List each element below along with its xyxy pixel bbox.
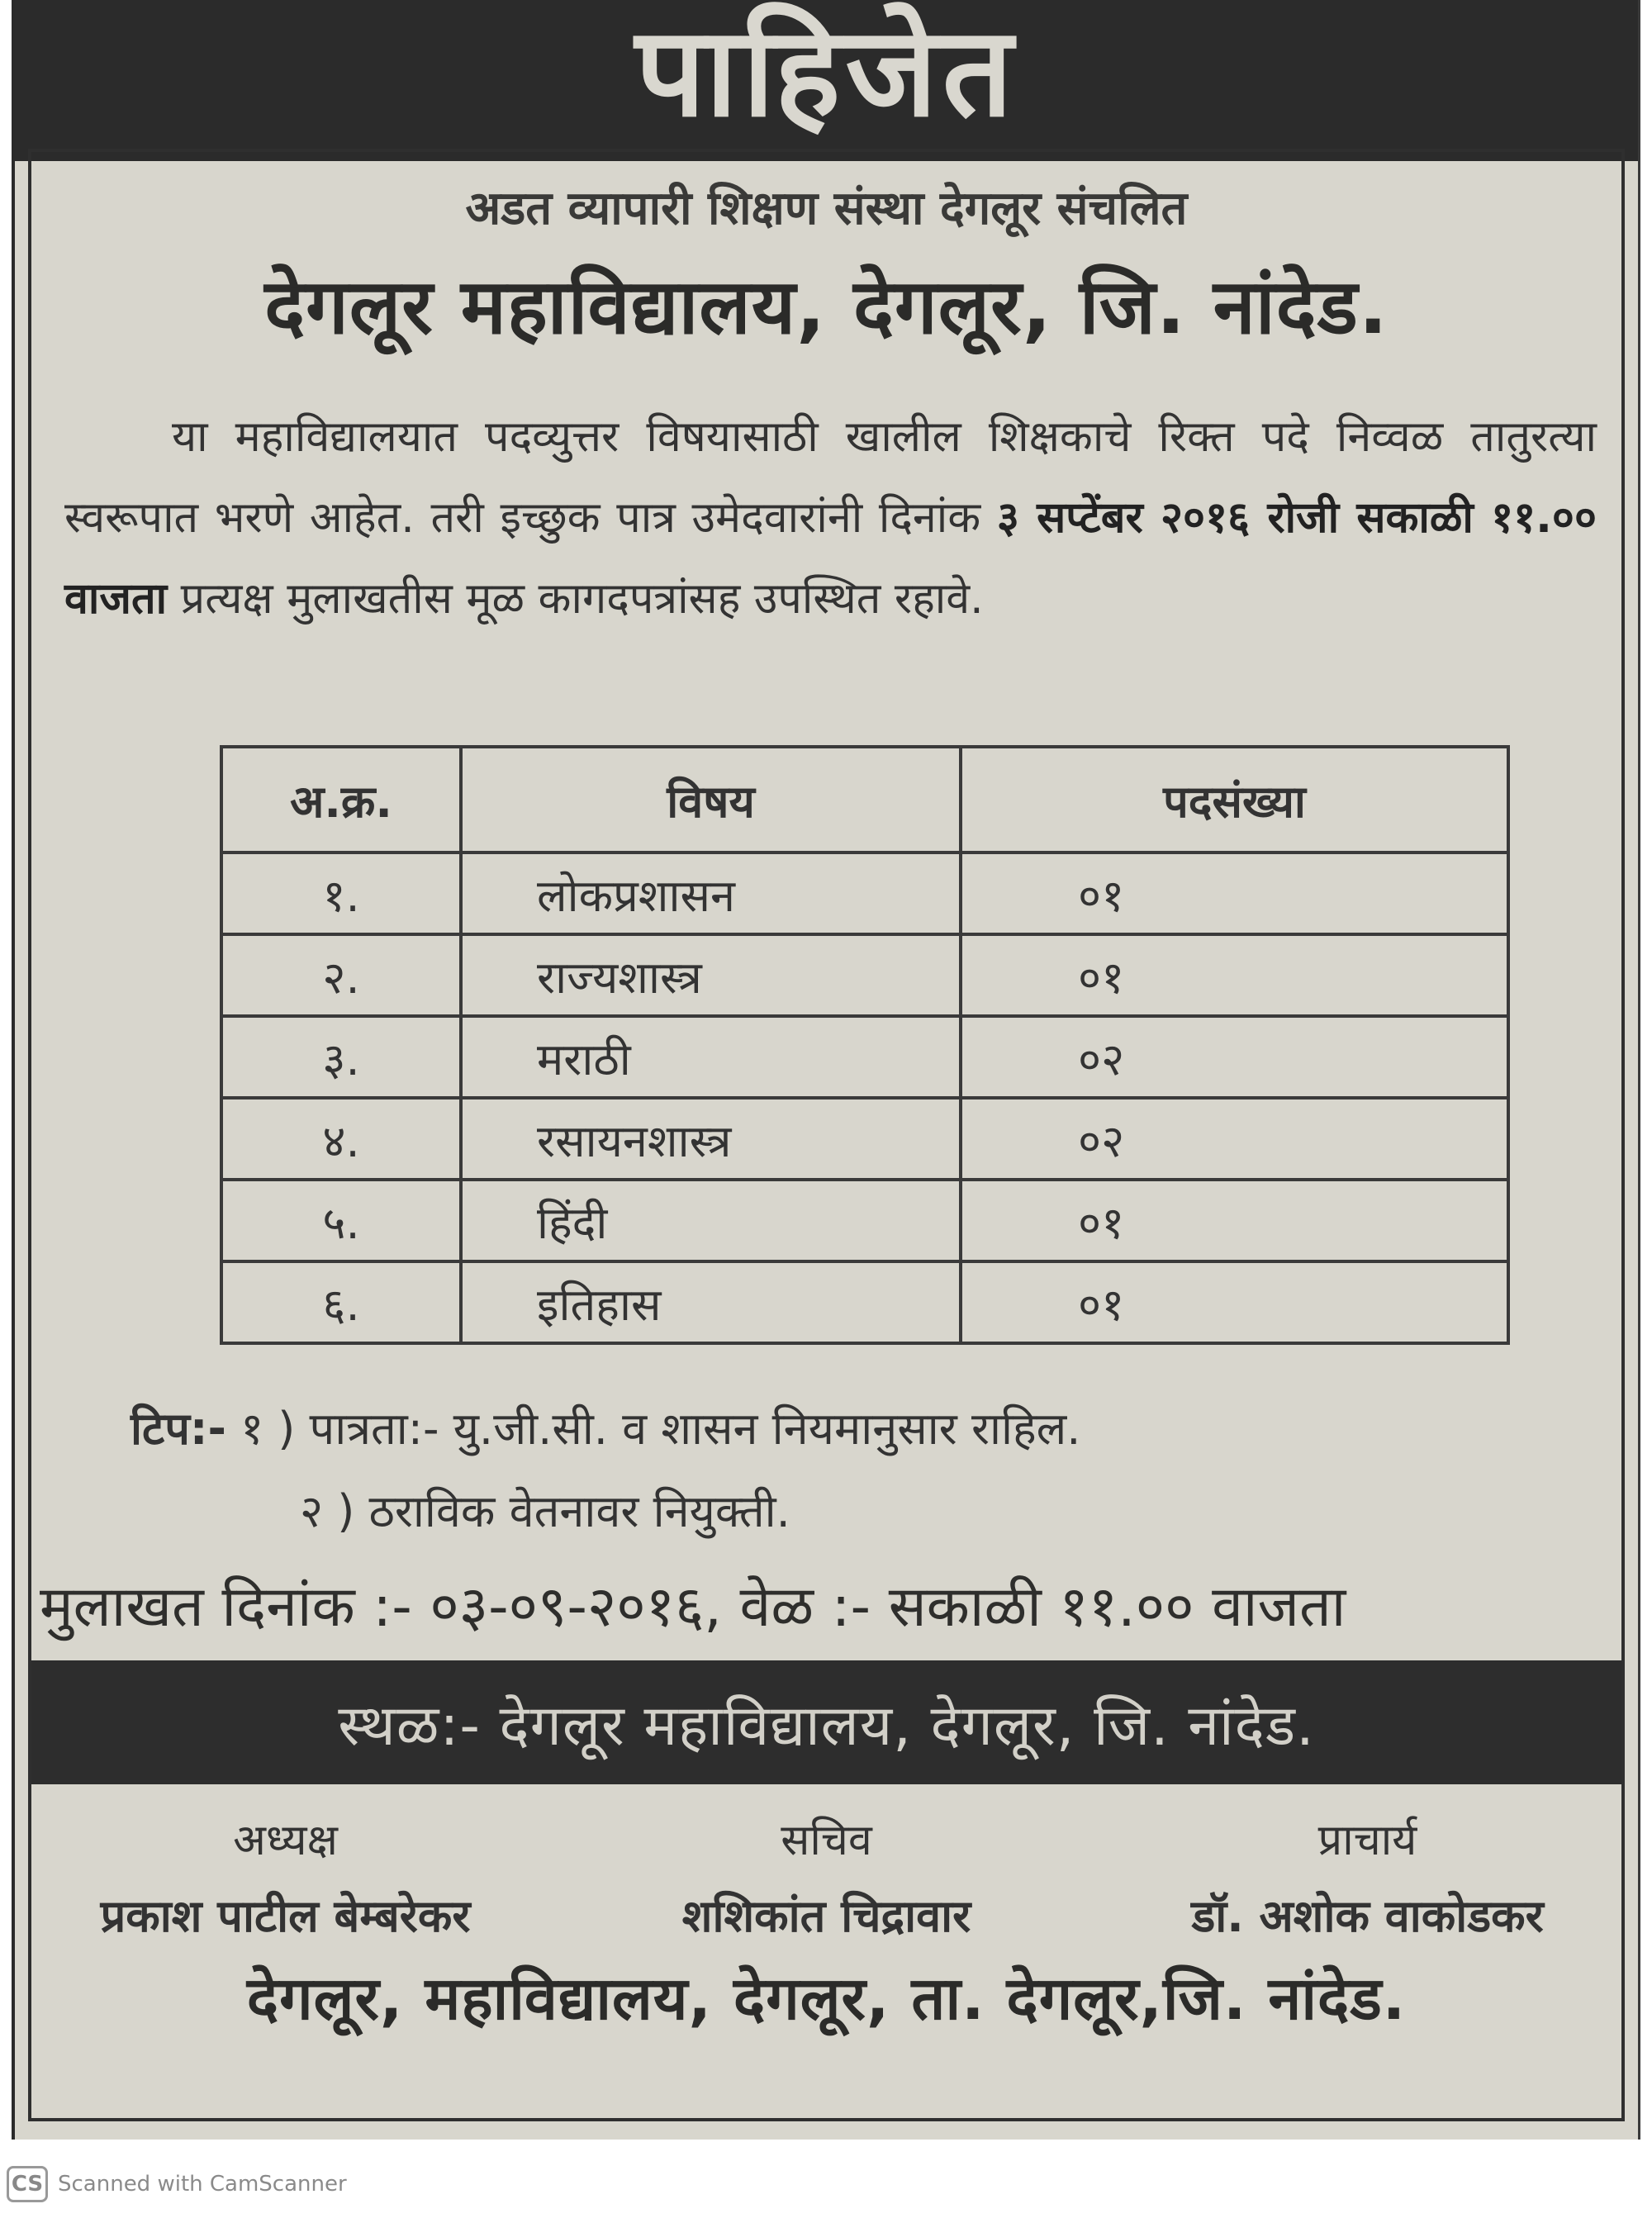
notes-label: टिप:- [131,1403,226,1455]
header-serial: अ.क्र. [221,747,461,853]
advertisement-clipping [12,0,1640,2140]
note-item: १ ) पात्रता:- यु.जी.सी. व शासन नियमानुसार राहिल. [240,1403,1081,1455]
signatory-names [15,1883,1638,1945]
organization-line: अडत व्यापारी शिक्षण संस्था देगलूर संचलित [465,182,1188,235]
row-count: ०१ [961,1180,1508,1261]
row-count: ०१ [961,934,1508,1016]
row-count: ०१ [961,1261,1508,1343]
row-subject: राज्यशास्त्र [461,934,961,1016]
table-row [221,1016,1508,1098]
intro-paragraph [64,397,1597,639]
banner-title: पाहिजेत [634,0,1018,145]
row-count: ०१ [961,853,1508,934]
table-header-row [221,747,1508,853]
venue-bar [31,1660,1621,1784]
row-subject: रसायनशास्त्र [461,1098,961,1180]
signatory-title: प्राचार्य [1317,1816,1417,1865]
row-serial: ६. [221,1261,461,1343]
row-serial: ४. [221,1098,461,1180]
table-row [221,1098,1508,1180]
row-subject: लोकप्रशासन [461,853,961,934]
interview-date-line: मुलाखत दिनांक :- ०३-०९-२०१६, वेळ :- सकाळी ११.०० वाजता [40,1574,1346,1640]
camscanner-logo-icon: CS [7,2166,48,2202]
note-line-1 [131,1388,1080,1470]
row-count: ०२ [961,1098,1508,1180]
row-serial: १. [221,853,461,934]
footer-institution: देगलूर, महाविद्यालय, देगलूर, ता. देगलूर,जि. नांदेड. [246,1964,1407,2033]
table-row [221,1180,1508,1261]
watermark-text: Scanned with CamScanner [58,2172,347,2197]
signatory-name: शशिकांत चिद्रावार [681,1890,971,1942]
row-subject: मराठी [461,1016,961,1098]
posts-table [220,745,1510,1345]
table-row [221,934,1508,1016]
signatory-name: प्रकाश पाटील बेम्बरेकर [100,1890,471,1942]
row-serial: २. [221,934,461,1016]
header-subject: विषय [461,747,961,853]
row-serial: ५. [221,1180,461,1261]
signatory-name: डॉ. अशोक वाकोडकर [1191,1890,1544,1942]
table-row [221,853,1508,934]
row-count: ०२ [961,1016,1508,1098]
venue-text: स्थळ:- देगलूर महाविद्यालय, देगलूर, जि. नांदेड. [338,1693,1315,1759]
camscanner-watermark [7,2166,347,2202]
intro-text: या महाविद्यालयात पदव्युत्तर विषयासाठी खालील शिक्षकाचे रिक्त पदे निव्वळ तातुरत्या स्वरूपात भरणे आहेत. तरी इच्छुक पात्र उमेदवारांनी दिनांक [64,412,1597,543]
college-name: देगलूर महाविद्यालय, देगलूर, जि. नांदेड. [264,263,1389,351]
row-serial: ३. [221,1016,461,1098]
signatory-title: अध्यक्ष [233,1816,338,1865]
intro-date-time: ३ सप्टेंबर २०१६ रोजी सकाळी ११.०० वाजता [64,493,1597,624]
intro-text-end: प्रत्यक्ष मुलाखतीस मूळ कागदपत्रांसह उपस्थित रहावे. [180,574,984,624]
row-subject: हिंदी [461,1180,961,1261]
note-item: २ ) ठराविक वेतनावर नियुक्ती. [300,1485,790,1537]
row-subject: इतिहास [461,1261,961,1343]
table-row [221,1261,1508,1343]
signatory-title: सचिव [781,1816,872,1865]
header-posts: पदसंख्या [961,747,1508,853]
notes-block [131,1388,1080,1553]
signatory-titles [15,1809,1638,1868]
title-banner [15,0,1638,161]
